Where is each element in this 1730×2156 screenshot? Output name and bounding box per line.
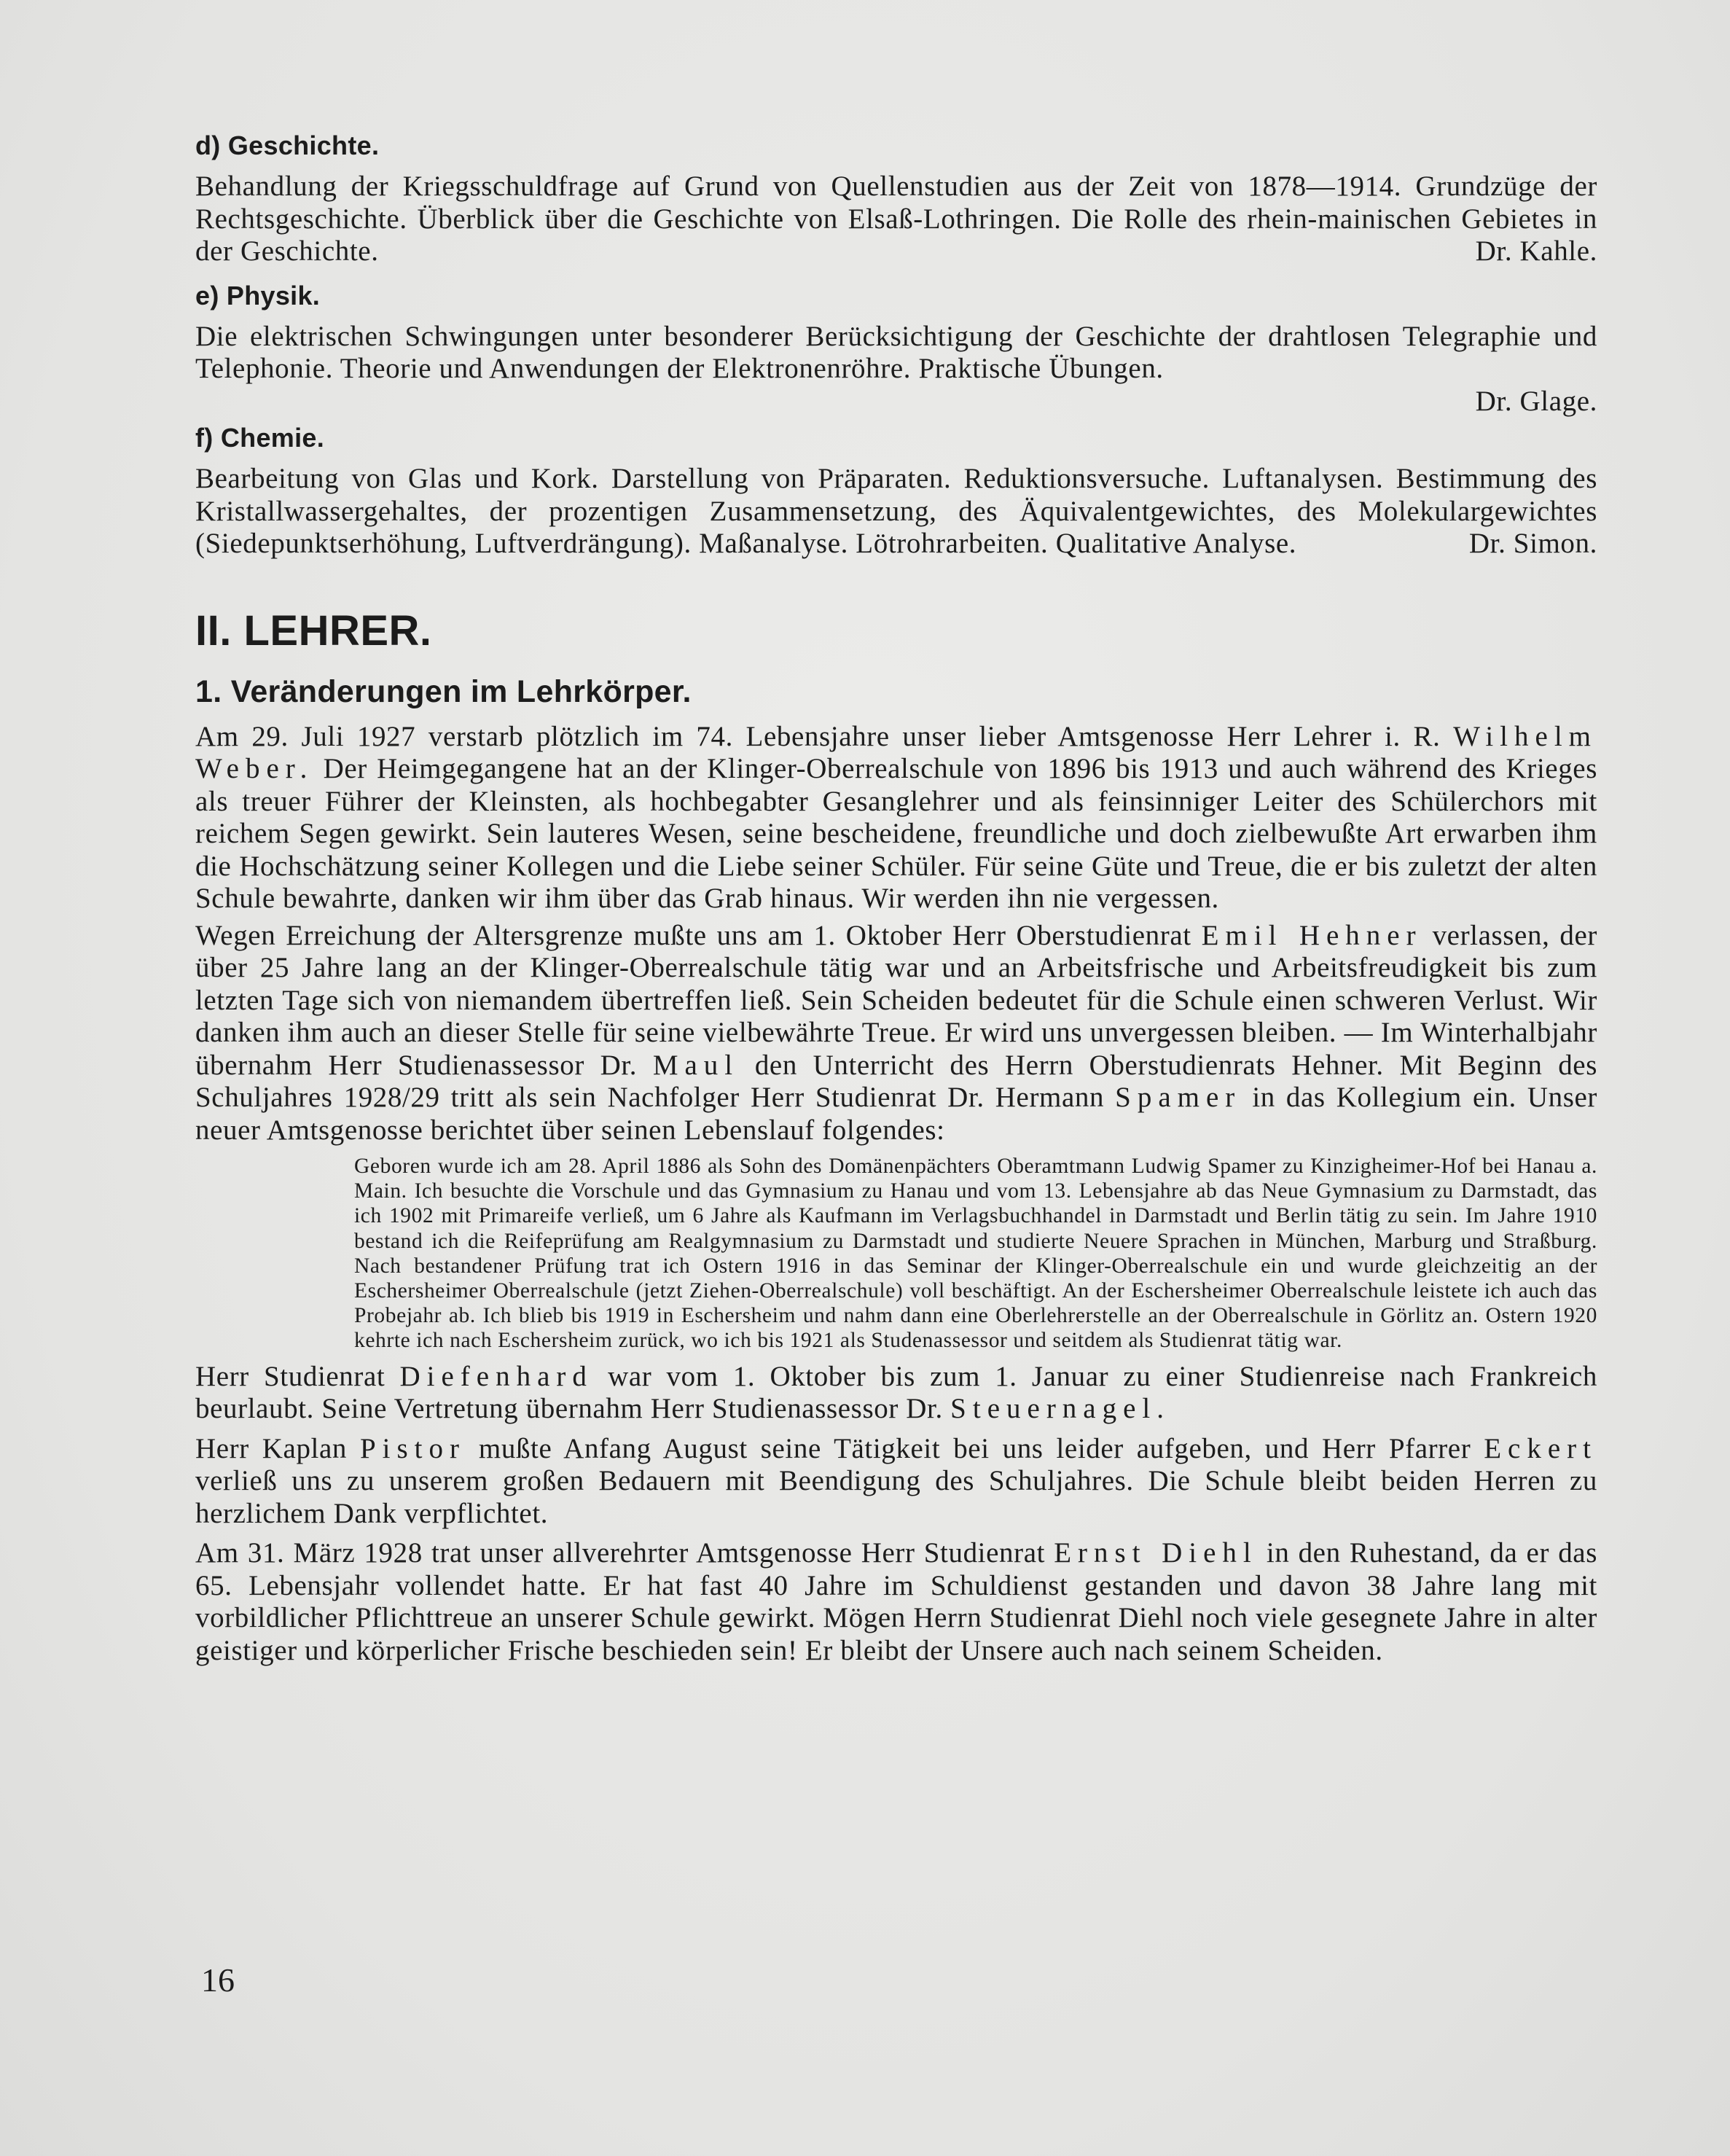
paragraph-weber <box>195 721 1597 915</box>
paragraph-diehl <box>195 1537 1597 1667</box>
hehner-text-a: Wegen Erreichung der Altersgrenze mußte uns am 1. Oktober Herr Oberstudienrat <box>195 919 1191 951</box>
page-content <box>195 130 1597 1667</box>
diehl-text-a: Am 31. März 1928 trat unser allverehrter Amtsgenosse Herr Studienrat <box>195 1537 1046 1569</box>
spamer-name: Spamer <box>1115 1082 1242 1113</box>
hehner-text-d: in das Kollegium ein. Unser neuer Amtsgenosse berichtet über seinen Lebenslauf folgendes: <box>195 1082 1597 1146</box>
pistor-text-a: Herr Kaplan <box>195 1432 348 1464</box>
maul-name: Maul <box>652 1049 740 1081</box>
chemie-body: Bearbeitung von Glas und Kork. Darstellung von Präparaten. Reduktionsversuche. Luftanalysen. Bestimmung des Kristallwassergehaltes, der prozentigen Zusammensetzung, des Äquivalentgewichtes, des Molekulargewichtes (Siedepunktserhöhung, Luftverdrängung). Maßanalyse. Lötrohrarbeiten. Qualitative Analyse. <box>195 463 1597 559</box>
diehl-text-b: in den Ruhestand, da er das 65. Lebensjahr vollendet hatte. Er hat fast 40 Jahre im Schuldienst gestanden und davon 38 Jahre lang mit vorbildlicher Pflichttreue an unserer Schule gewirkt. Mögen Herrn Studienrat Diehl noch viele gesegnete Jahre in alter geistiger und körperlicher Frische beschieden sein! Er bleibt der Unsere auch nach seinem Scheiden. <box>195 1537 1597 1666</box>
geschichte-body: Behandlung der Kriegsschuldfrage auf Grund von Quellenstudien aus der Zeit von 1878—1914. Grundzüge der Rechtsgeschichte. Überblick über die Geschichte von Elsaß-Lothringen. Die Rolle des rhein-mainischen Gebietes in der Geschichte. <box>195 171 1597 267</box>
section-title: II. LEHRER. <box>195 606 432 655</box>
chemie-heading: f) Chemie. <box>195 423 325 453</box>
physik-teacher: Dr. Glage. <box>1475 385 1597 417</box>
paragraph-pistor <box>195 1433 1597 1531</box>
pistor-text-b: mußte Anfang August seine Tätigkeit bei uns leider aufgeben, und Herr Pfarrer <box>478 1432 1471 1464</box>
physik-text: Die elektrischen Schwingungen unter besonderer Berücksichtigung der Geschichte der drahtlosen Telegraphie und Telephonie. Theorie und Anwendungen der Elektronenröhre. Praktische Übungen. <box>195 320 1597 384</box>
pistor-name: Pistor <box>359 1432 466 1464</box>
weber-text-b: Der Heimgegangene hat an der Klinger-Oberrealschule von 1896 bis 1913 und auch während des Krieges als treuer Führer der Kleinsten, als hochbegabter Gesanglehrer und als feinsinniger Leiter des Schülerchors mit reichem Segen gewirkt. Sein lauteres Wesen, seine bescheidene, freundliche und doch zielbewußte Art erwarben ihm die Hochschätzung seiner Kollegen und die Liebe seiner Schüler. Für seine Güte und Treue, die er bis zuletzt der alten Schule bewahrte, danken wir ihm über das Grab hinaus. Wir werden ihn nie vergessen. <box>195 753 1597 914</box>
hehner-text-b: verlassen, der über 25 Jahre lang an der Klinger-Oberrealschule tätig war und an Arbeitsfrische und Arbeitsfreudigkeit bis zum letzten Tage sich von niemandem übertreffen ließ. Sein Scheiden bedeutet für die Schule einen schweren Verlust. Wir danken ihm auch an dieser Stelle für seine vielbewährte Treue. Er wird uns unvergessen bleiben. — Im Winterhalbjahr übernahm Herr Studienassessor Dr. <box>195 919 1597 1081</box>
paragraph-hehner <box>195 920 1597 1147</box>
physik-heading: e) Physik. <box>195 280 321 310</box>
hehner-text-c: den Unterricht des Herrn Oberstudienrats Hehner. Mit Beginn des Schuljahres 1928/29 tritt als sein Nachfolger Herr Studienrat Dr. Hermann <box>195 1049 1597 1113</box>
pistor-text-c: verließ uns zu unserem großen Bedauern mit Beendigung des Schuljahres. Die Schule bleibt beiden Herren zu herzlichem Dank verpflichtet. <box>195 1465 1597 1529</box>
hehner-name: Emil Hehner <box>1201 919 1422 951</box>
geschichte-teacher: Dr. Kahle. <box>1475 235 1597 267</box>
spamer-lebenslauf: Geboren wurde ich am 28. April 1886 als Sohn des Domänenpächters Oberamtmann Ludwig Spamer zu Kinzigheimer-Hof bei Hanau a. Main. Ich besuchte die Vorschule und das Gymnasium zu Hanau und vom 13. Lebensjahre ab das Neue Gymnasium zu Darmstadt, das ich 1902 mit Primareife verließ, um 6 Jahre als Kaufmann im Verlagsbuchhandel in Darmstadt und Berlin tätig zu sein. Im Jahre 1910 bestand ich die Reifeprüfung am Realgymnasium zu Darmstadt und studierte Neuere Sprachen in München, Marburg und Straßburg. Nach bestandener Prüfung trat ich Ostern 1916 in das Seminar der Klinger-Oberrealschule ein und wurde gleichzeitig an der Eschersheimer Oberrealschule (jetzt Ziehen-Oberrealschule) voll beschäftigt. An der Eschersheimer Oberrealschule leistete ich auch das Probejahr ab. Ich blieb bis 1919 in Eschersheim und nahm dann eine Oberlehrerstelle an der Oberrealschule in Görlitz an. Ostern 1920 kehrte ich nach Eschersheim zurück, wo ich bis 1921 als Studenassessor und seitdem als Studienrat tätig war. <box>354 1155 1597 1353</box>
chemie-text <box>195 463 1597 561</box>
chemie-teacher: Dr. Simon. <box>1468 528 1597 559</box>
subsection-title: 1. Veränderungen im Lehrkörper. <box>195 673 692 709</box>
diehl-name: Ernst Diehl <box>1054 1537 1258 1569</box>
paragraph-diefenhard <box>195 1361 1597 1426</box>
diefenhard-name: Diefenhard <box>399 1360 593 1392</box>
page-number: 16 <box>201 1961 235 1999</box>
diefenhard-text-a: Herr Studienrat <box>195 1360 385 1392</box>
steuernagel-name: Steuernagel. <box>950 1393 1171 1425</box>
geschichte-text <box>195 171 1597 268</box>
diefenhard-text-b: war vom 1. Oktober bis zum 1. Januar zu einer Studienreise nach Frankreich beurlaubt. Seine Vertretung übernahm Herr Studienassessor Dr. <box>195 1360 1597 1425</box>
eckert-name: Eckert <box>1484 1432 1597 1464</box>
weber-name: Wilhelm Weber. <box>195 720 1597 784</box>
geschichte-heading: d) Geschichte. <box>195 130 380 160</box>
weber-text-a: Am 29. Juli 1927 verstarb plötzlich im 74. Lebensjahre unser lieber Amtsgenosse Herr Lehrer i. R. <box>195 720 1441 752</box>
